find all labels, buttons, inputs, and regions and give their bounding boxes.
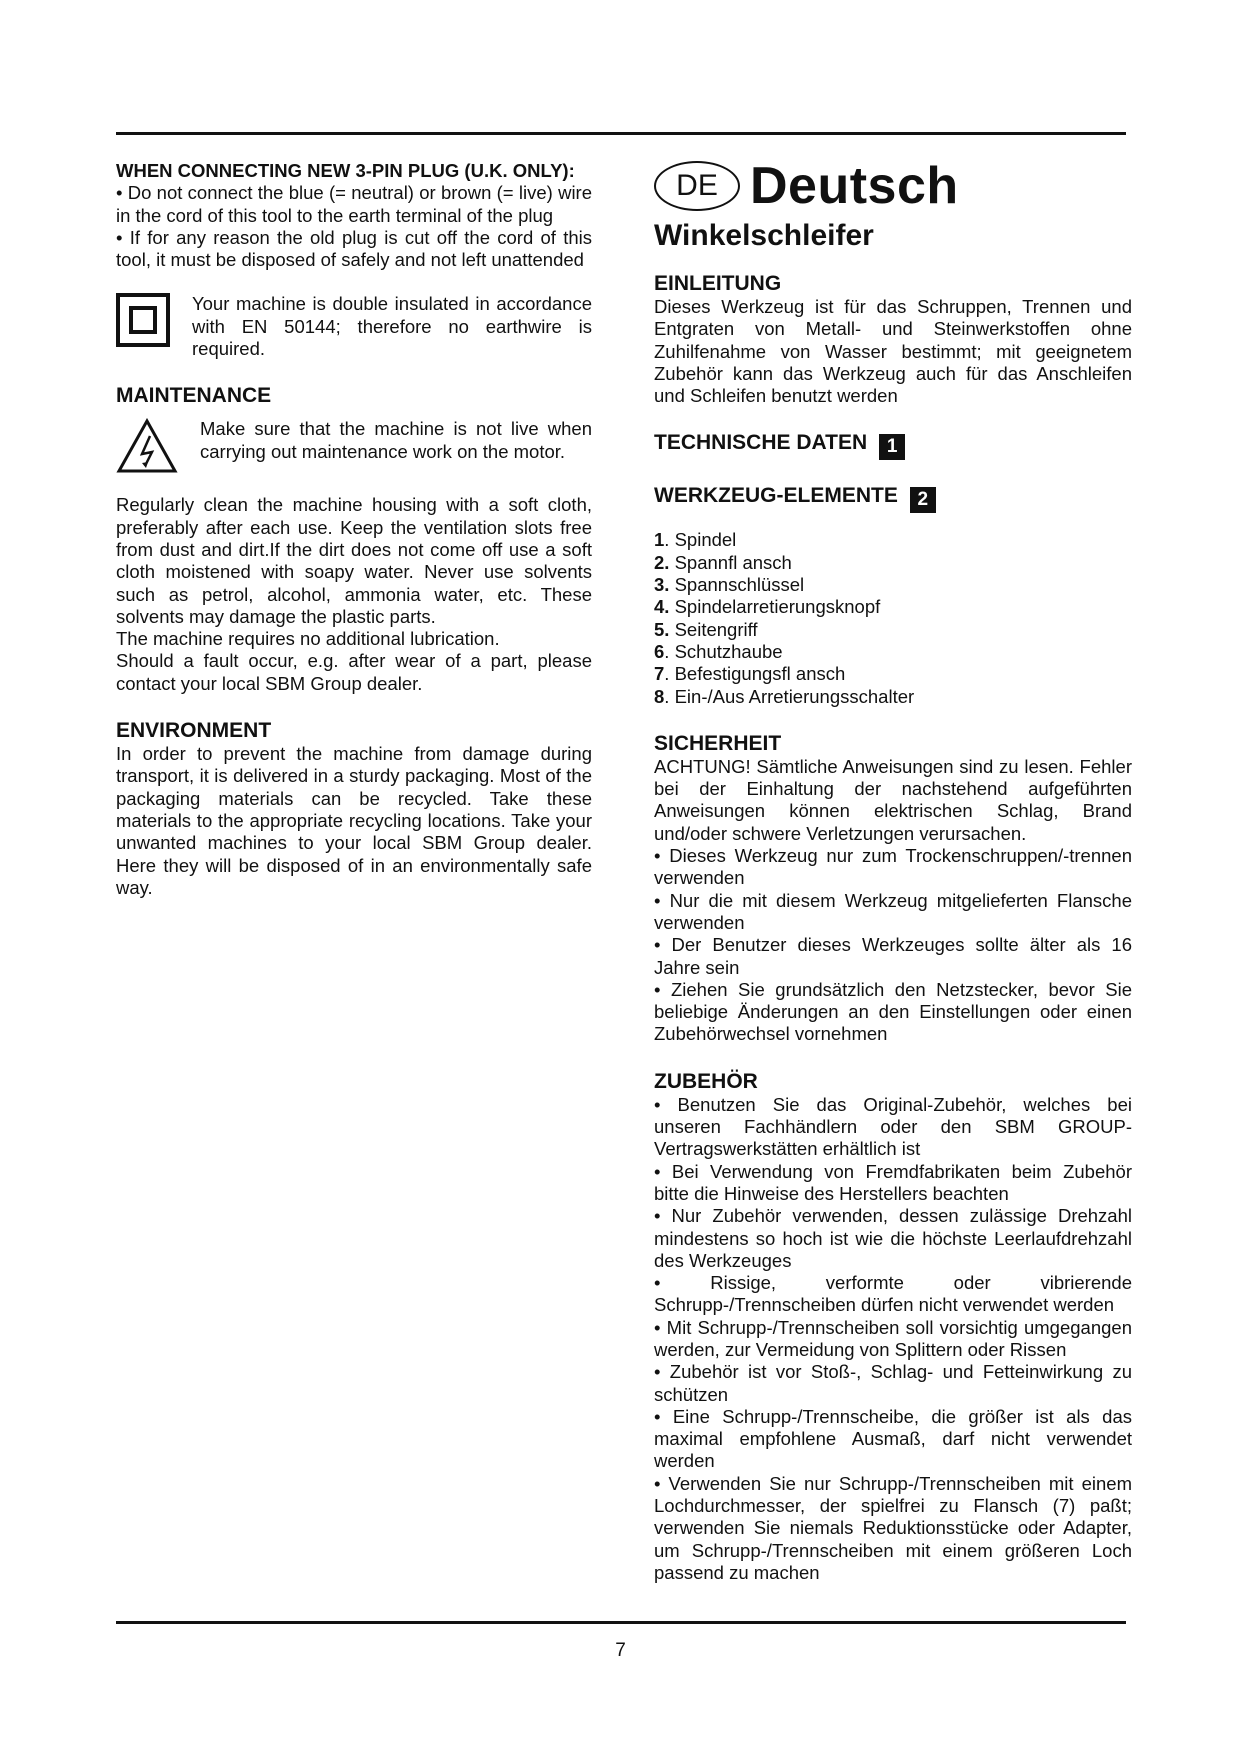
tech-data-heading	[654, 431, 1132, 460]
maintenance-paragraph: Regularly clean the machine housing with a soft cloth, preferably after each use. Keep the ventilation slots free from dust and dirt.If the dirt does not come off use a soft cloth moistened with soapy water. Never use solvents such as petrol, alcohol, ammonia water, etc. These solvents may damage the plastic parts.	[116, 494, 592, 627]
top-rule	[116, 132, 1126, 135]
language-title: Deutsch	[750, 157, 959, 215]
plug-heading: WHEN CONNECTING NEW 3-PIN PLUG (U.K. ONLY):	[116, 160, 575, 181]
insulation-text: Your machine is double insulated in accordance with EN 50144; therefore no earthwire is required.	[192, 293, 592, 360]
safety-paragraph: ACHTUNG! Sämtliche Anweisungen sind zu lesen. Fehler bei der Einhaltung der nachstehend aufgeführten Anweisungen können elektrischen Schlag, Brand und/oder schwere Verletzungen verursachen.	[654, 755, 1132, 844]
list-item: 6. Schutzhaube	[654, 640, 783, 662]
right-column	[654, 157, 1132, 1584]
list-item: 3. Spannschlüssel	[654, 574, 805, 596]
accessories-heading: ZUBEHÖR	[654, 1069, 758, 1093]
maintenance-warning: Make sure that the machine is not live when carrying out maintenance work on the motor.	[200, 418, 592, 462]
page-number: 7	[615, 1640, 626, 1661]
maintenance-warning-row	[116, 418, 592, 474]
tech-data-label: TECHNISCHE DATEN	[654, 431, 868, 455]
maintenance-lubrication: The machine requires no additional lubrication.	[116, 628, 500, 650]
accessories-bullet: • Nur Zubehör verwenden, dessen zulässige Drehzahl mindestens so hoch ist wie die höchste Leerlaufdrehzahl des Werkzeuges	[654, 1205, 1132, 1271]
language-header	[654, 158, 1132, 214]
list-item: 5. Seitengriff	[654, 618, 758, 640]
accessories-bullet: • Benutzen Sie das Original-Zubehör, welches bei unseren Fachhändlern oder den SBM GROUP-Vertragswerkstätten erhältlich ist	[654, 1093, 1132, 1160]
safety-bullet: • Dieses Werkzeug nur zum Trockenschruppen/-trennen verwenden	[654, 845, 1132, 889]
list-item: 4. Spindelarretierungsknopf	[654, 596, 881, 618]
figure-ref-badge: 2	[910, 487, 936, 513]
safety-heading: SICHERHEIT	[654, 731, 782, 755]
intro-heading: EINLEITUNG	[654, 272, 782, 295]
list-item: 2. Spannfl ansch	[654, 551, 792, 573]
language-badge: DE	[654, 161, 740, 211]
tool-elements-heading	[654, 484, 1132, 513]
accessories-bullet: • Bei Verwendung von Fremdfabrikaten beim Zubehör bitte die Hinweise des Herstellers beachten	[654, 1160, 1132, 1204]
safety-bullet: • Der Benutzer dieses Werkzeuges sollte älter als 16 Jahre sein	[654, 934, 1132, 978]
tool-elements-label: WERKZEUG-ELEMENTE	[654, 484, 898, 508]
safety-bullet: • Ziehen Sie grundsätzlich den Netzstecker, bevor Sie beliebige Änderungen an den Einstellungen oder einen Zubehörwechsel vornehmen	[654, 978, 1132, 1045]
figure-ref-badge: 1	[879, 434, 905, 460]
maintenance-heading: MAINTENANCE	[116, 384, 272, 408]
list-item: 8. Ein-/Aus Arretierungsschalter	[654, 685, 915, 707]
list-item: 1. Spindel	[654, 529, 737, 551]
parts-list	[654, 529, 1132, 707]
environment-paragraph: In order to prevent the machine from damage during transport, it is delivered in a sturdy packaging. Most of the packaging materials can be recycled. Take these materials to the appropriate recycling locations. Take your unwanted machines to your local SBM Group dealer. Here they will be disposed of in an environmentally safe way.	[116, 743, 592, 898]
plug-bullet: • If for any reason the old plug is cut off the cord of this tool, it must be disposed of safely and not left unattended	[116, 226, 592, 271]
accessories-bullet: • Rissige, verformte oder vibrierende Schrupp-/Trennscheiben dürfen nicht verwendet werden	[654, 1272, 1132, 1316]
electric-hazard-icon	[116, 418, 178, 474]
maintenance-fault: Should a fault occur, e.g. after wear of a part, please contact your local SBM Group dealer.	[116, 650, 592, 694]
accessories-bullet: • Eine Schrupp-/Trennscheibe, die größer ist als das maximal empfohlene Ausmaß, darf nicht verwendet werden	[654, 1405, 1132, 1472]
plug-bullet: • Do not connect the blue (= neutral) or brown (= live) wire in the cord of this tool to the earth terminal of the plug	[116, 182, 592, 226]
bottom-rule	[116, 1621, 1126, 1624]
left-column	[116, 160, 592, 899]
safety-bullet: • Nur die mit diesem Werkzeug mitgelieferten Flansche verwenden	[654, 889, 1132, 933]
double-insulation-icon	[116, 293, 170, 347]
product-title: Winkelschleifer	[654, 219, 874, 252]
insulation-note	[116, 293, 592, 360]
accessories-bullet: • Zubehör ist vor Stoß-, Schlag- und Fetteinwirkung zu schützen	[654, 1361, 1132, 1405]
accessories-bullet: • Mit Schrupp-/Trennscheiben soll vorsichtig umgegangen werden, zur Vermeidung von Splittern oder Rissen	[654, 1316, 1132, 1360]
environment-heading: ENVIRONMENT	[116, 719, 272, 743]
accessories-bullet: • Verwenden Sie nur Schrupp-/Trennscheiben mit einem Lochdurchmesser, der spielfrei zu Flansch (7) paßt; verwenden Sie niemals Reduktionsstücke oder Adapter, um Schrupp-/Trennscheiben mit einem größeren Loch passend zu machen	[654, 1472, 1132, 1583]
list-item: 7. Befestigungsfl ansch	[654, 663, 846, 685]
intro-paragraph: Dieses Werkzeug ist für das Schruppen, Trennen und Entgraten von Metall- und Steinwerkstoffen ohne Zuhilfenahme von Wasser bestimmt; mit geeignetem Zubehör kann das Werkzeug auch für das Anschleifen und Schleifen benutzt werden	[654, 296, 1132, 407]
